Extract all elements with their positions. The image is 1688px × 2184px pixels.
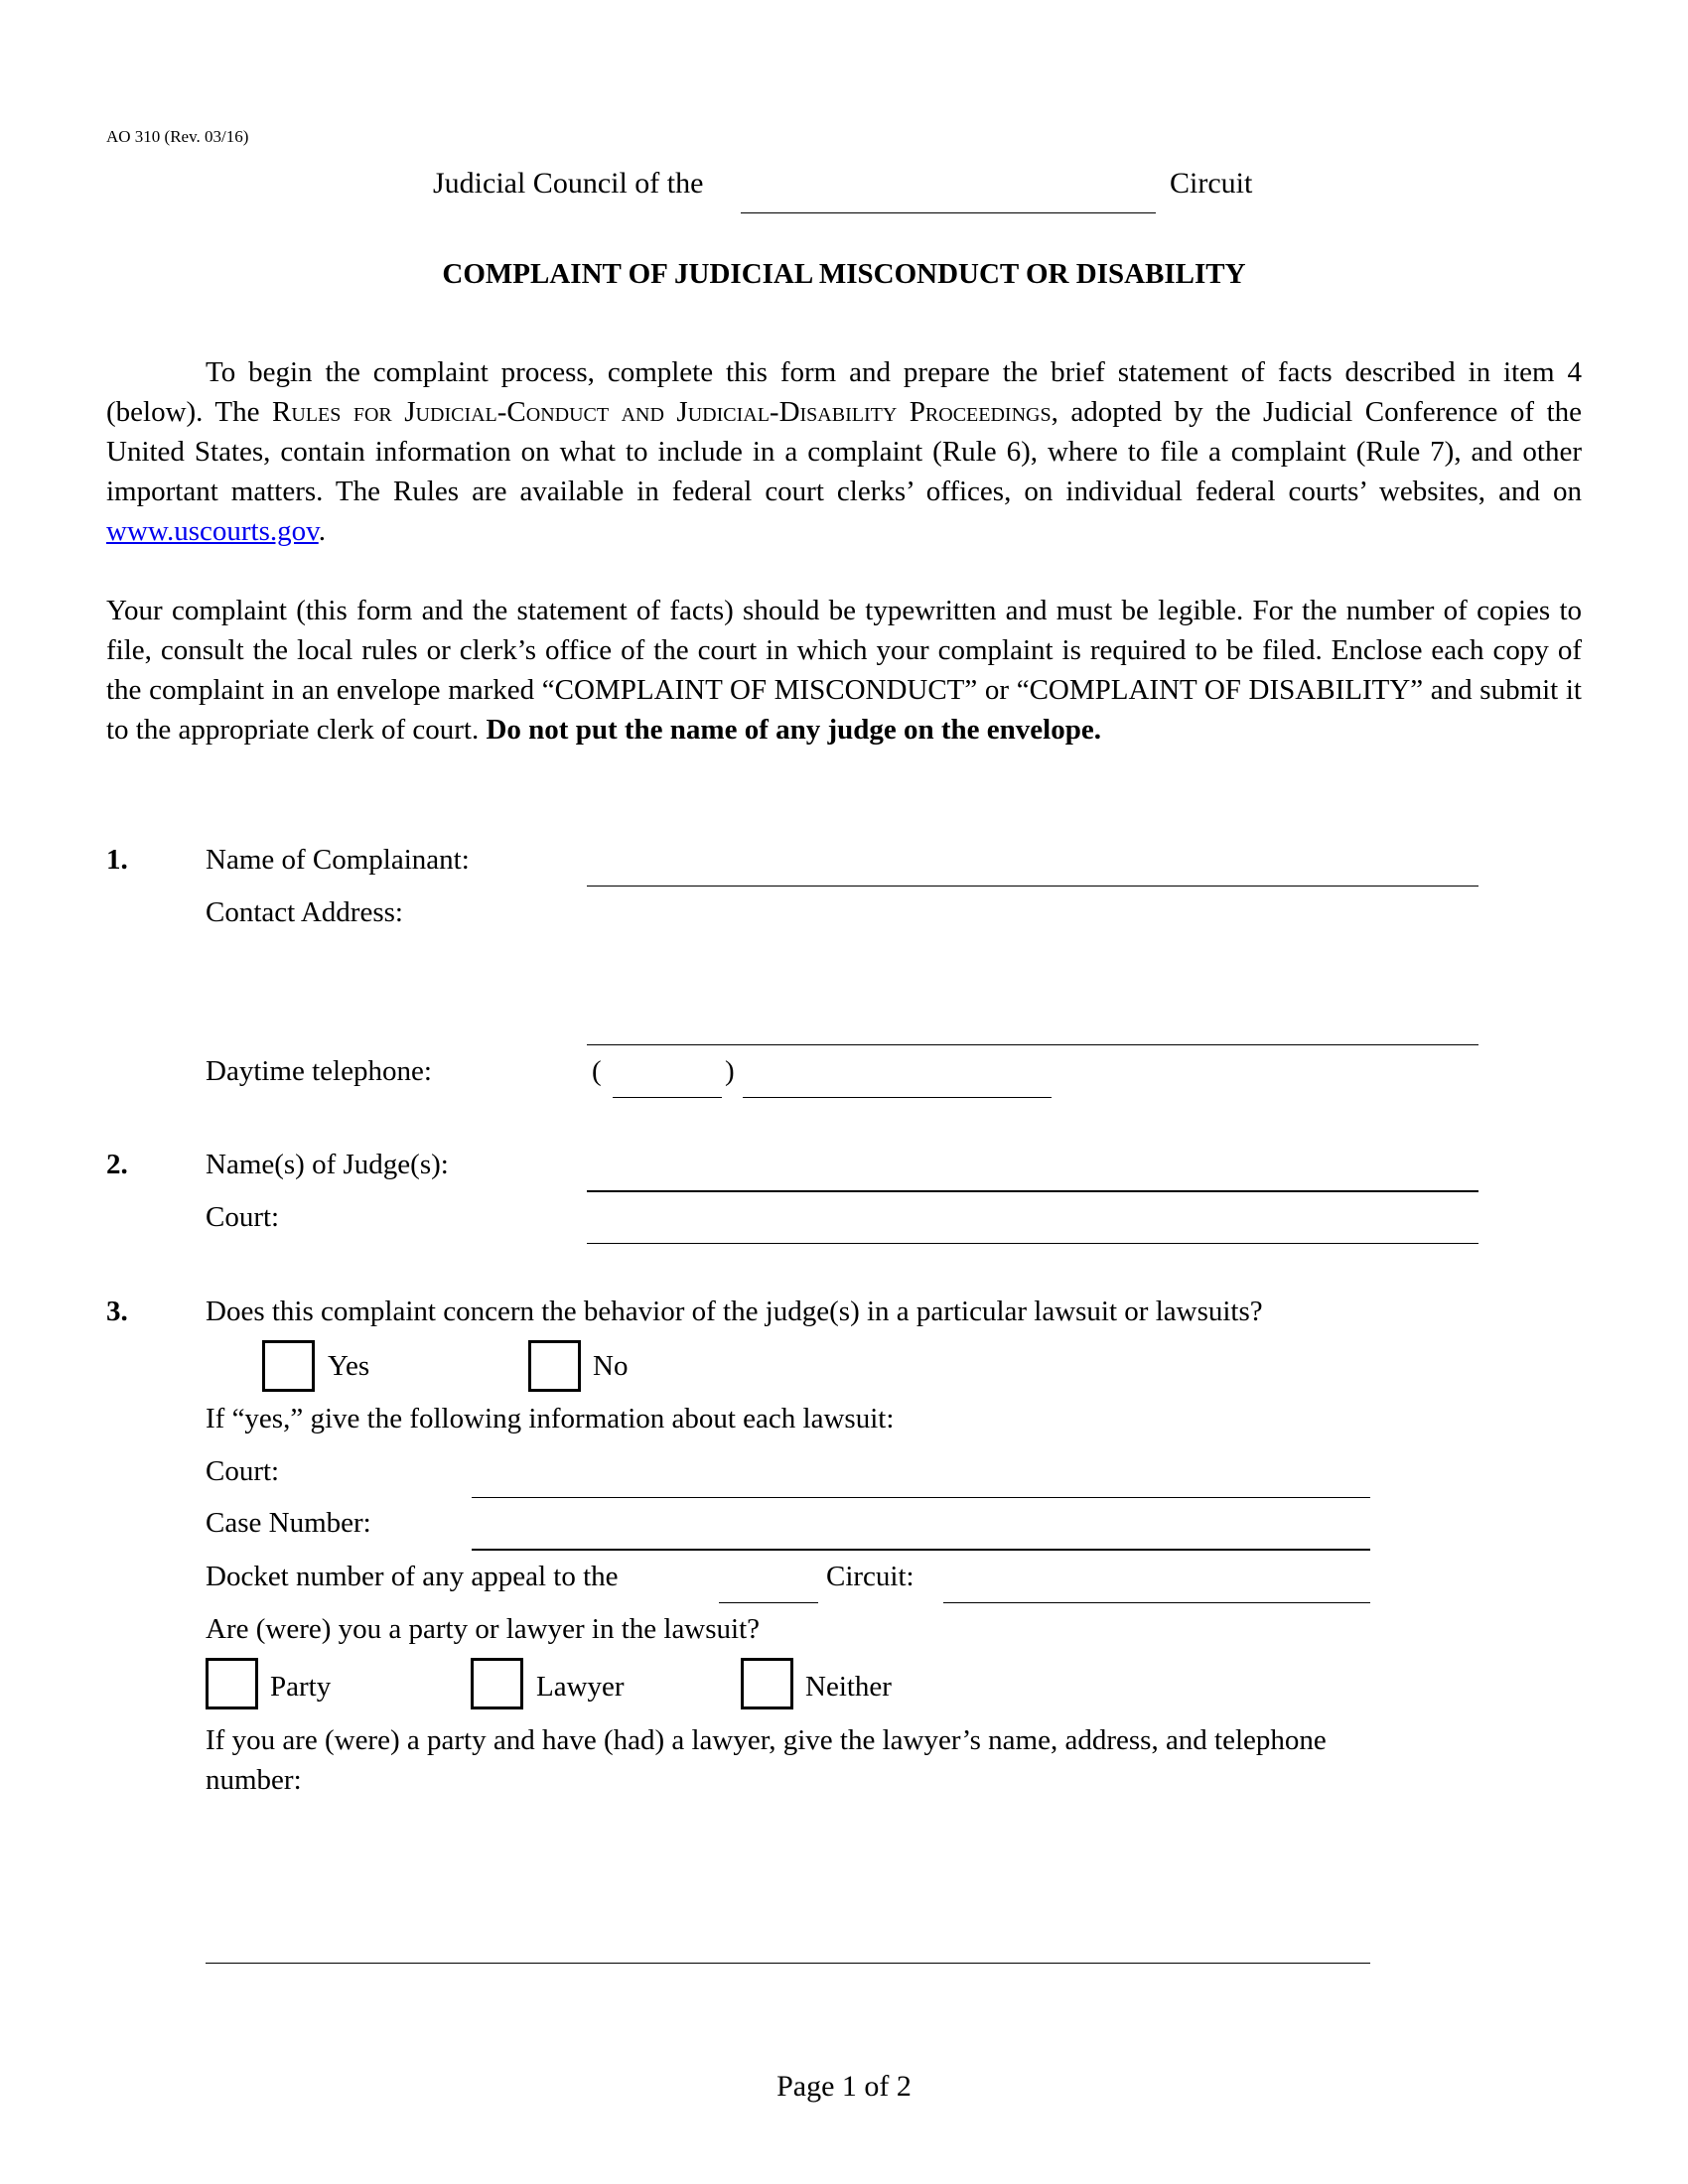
uscourts-link[interactable]: www.uscourts.gov [106, 515, 319, 547]
judge-court-field[interactable] [587, 1243, 1478, 1244]
section-3-number: 3. [106, 1296, 128, 1327]
contact-address-field[interactable] [587, 1044, 1478, 1045]
section-2-number: 2. [106, 1149, 128, 1180]
no-checkbox[interactable] [528, 1340, 581, 1392]
form-title: COMPLAINT OF JUDICIAL MISCONDUCT OR DISABILITY [442, 258, 1246, 290]
judge-names-field[interactable] [587, 1190, 1478, 1192]
contact-address-label: Contact Address: [206, 896, 403, 928]
judge-names-label: Name(s) of Judge(s): [206, 1149, 449, 1180]
judge-court-label: Court: [206, 1201, 280, 1233]
lawyer-info-field[interactable] [206, 1963, 1370, 1964]
area-code-close-paren: ) [725, 1055, 735, 1087]
lawyer-label: Lawyer [536, 1671, 625, 1703]
lawyer-info-instructions: If you are (were) a party and have (had) a lawyer, give the lawyer’s name, address, and telephone [206, 1724, 1327, 1756]
yes-label: Yes [328, 1350, 370, 1382]
form-id: AO 310 (Rev. 03/16) [106, 127, 249, 146]
circuit-name-field[interactable] [741, 212, 1156, 213]
envelope-warning: Do not put the name of any judge on the envelope. [486, 714, 1101, 746]
lawsuit-court-field[interactable] [472, 1497, 1370, 1498]
yes-checkbox[interactable] [262, 1340, 315, 1392]
rules-title: Rules for Judicial-Conduct and Judicial-Disability Proceedings [272, 396, 1052, 428]
no-label: No [593, 1350, 629, 1382]
docket-number-label: Docket number of any appeal to the [206, 1561, 619, 1592]
party-label: Party [270, 1671, 332, 1703]
neither-label: Neither [805, 1671, 892, 1703]
lawsuit-question: Does this complaint concern the behavior of the judge(s) in a particular lawsuit or lawsuits? [206, 1296, 1263, 1327]
appeal-circuit-field[interactable] [719, 1602, 818, 1603]
party-checkbox[interactable] [206, 1658, 258, 1709]
complainant-name-label: Name of Complainant: [206, 844, 470, 876]
filing-instructions: Your complaint (this form and the statement of facts) should be typewritten and must be legible. For the number of copies to file, consult the local rules or clerk’s office of the court in which your complaint is required to be filed. Enclose each copy of the complaint in an envelope marked “COMPLAINT OF MISCONDUCT” or “COMPLAINT OF DISABILITY” and submit it to the appropriate clerk of court. Do not put the name of any judge on the envelope. [106, 595, 1582, 746]
complainant-name-field[interactable] [587, 886, 1478, 887]
section-1-number: 1. [106, 844, 128, 876]
area-code-open-paren: ( [592, 1055, 602, 1087]
lawyer-info-instructions-cont: number: [206, 1764, 302, 1796]
phone-number-field[interactable] [743, 1097, 1052, 1098]
docket-circuit-label: Circuit: [826, 1561, 914, 1592]
council-prefix: Judicial Council of the [433, 167, 704, 200]
party-lawyer-question: Are (were) you a party or lawyer in the lawsuit? [206, 1613, 761, 1645]
if-yes-instructions: If “yes,” give the following information about each lawsuit: [206, 1403, 895, 1434]
lawyer-checkbox[interactable] [471, 1658, 523, 1709]
area-code-field[interactable] [613, 1097, 722, 1098]
intro-paragraph: To begin the complaint process, complete this form and prepare the brief statement of facts described in item 4 (below). The Rules for Judicial-Conduct and Judicial-Disability Proceedings, adopted by the Judicial Conference of the United States, contain information on what to include in a complaint (Rule 6), where to file a complaint (Rule 7), and other important matters. The Rules are available in federal court clerks’ offices, on individual federal courts’ websites, and on www.uscourts.gov. [106, 356, 1582, 547]
daytime-phone-label: Daytime telephone: [206, 1055, 432, 1087]
neither-checkbox[interactable] [741, 1658, 793, 1709]
council-suffix: Circuit [1170, 167, 1253, 200]
case-number-label: Case Number: [206, 1507, 371, 1539]
docket-number-field[interactable] [943, 1602, 1370, 1603]
page-number: Page 1 of 2 [776, 2070, 912, 2103]
lawsuit-court-label: Court: [206, 1455, 280, 1487]
case-number-field[interactable] [472, 1549, 1370, 1551]
